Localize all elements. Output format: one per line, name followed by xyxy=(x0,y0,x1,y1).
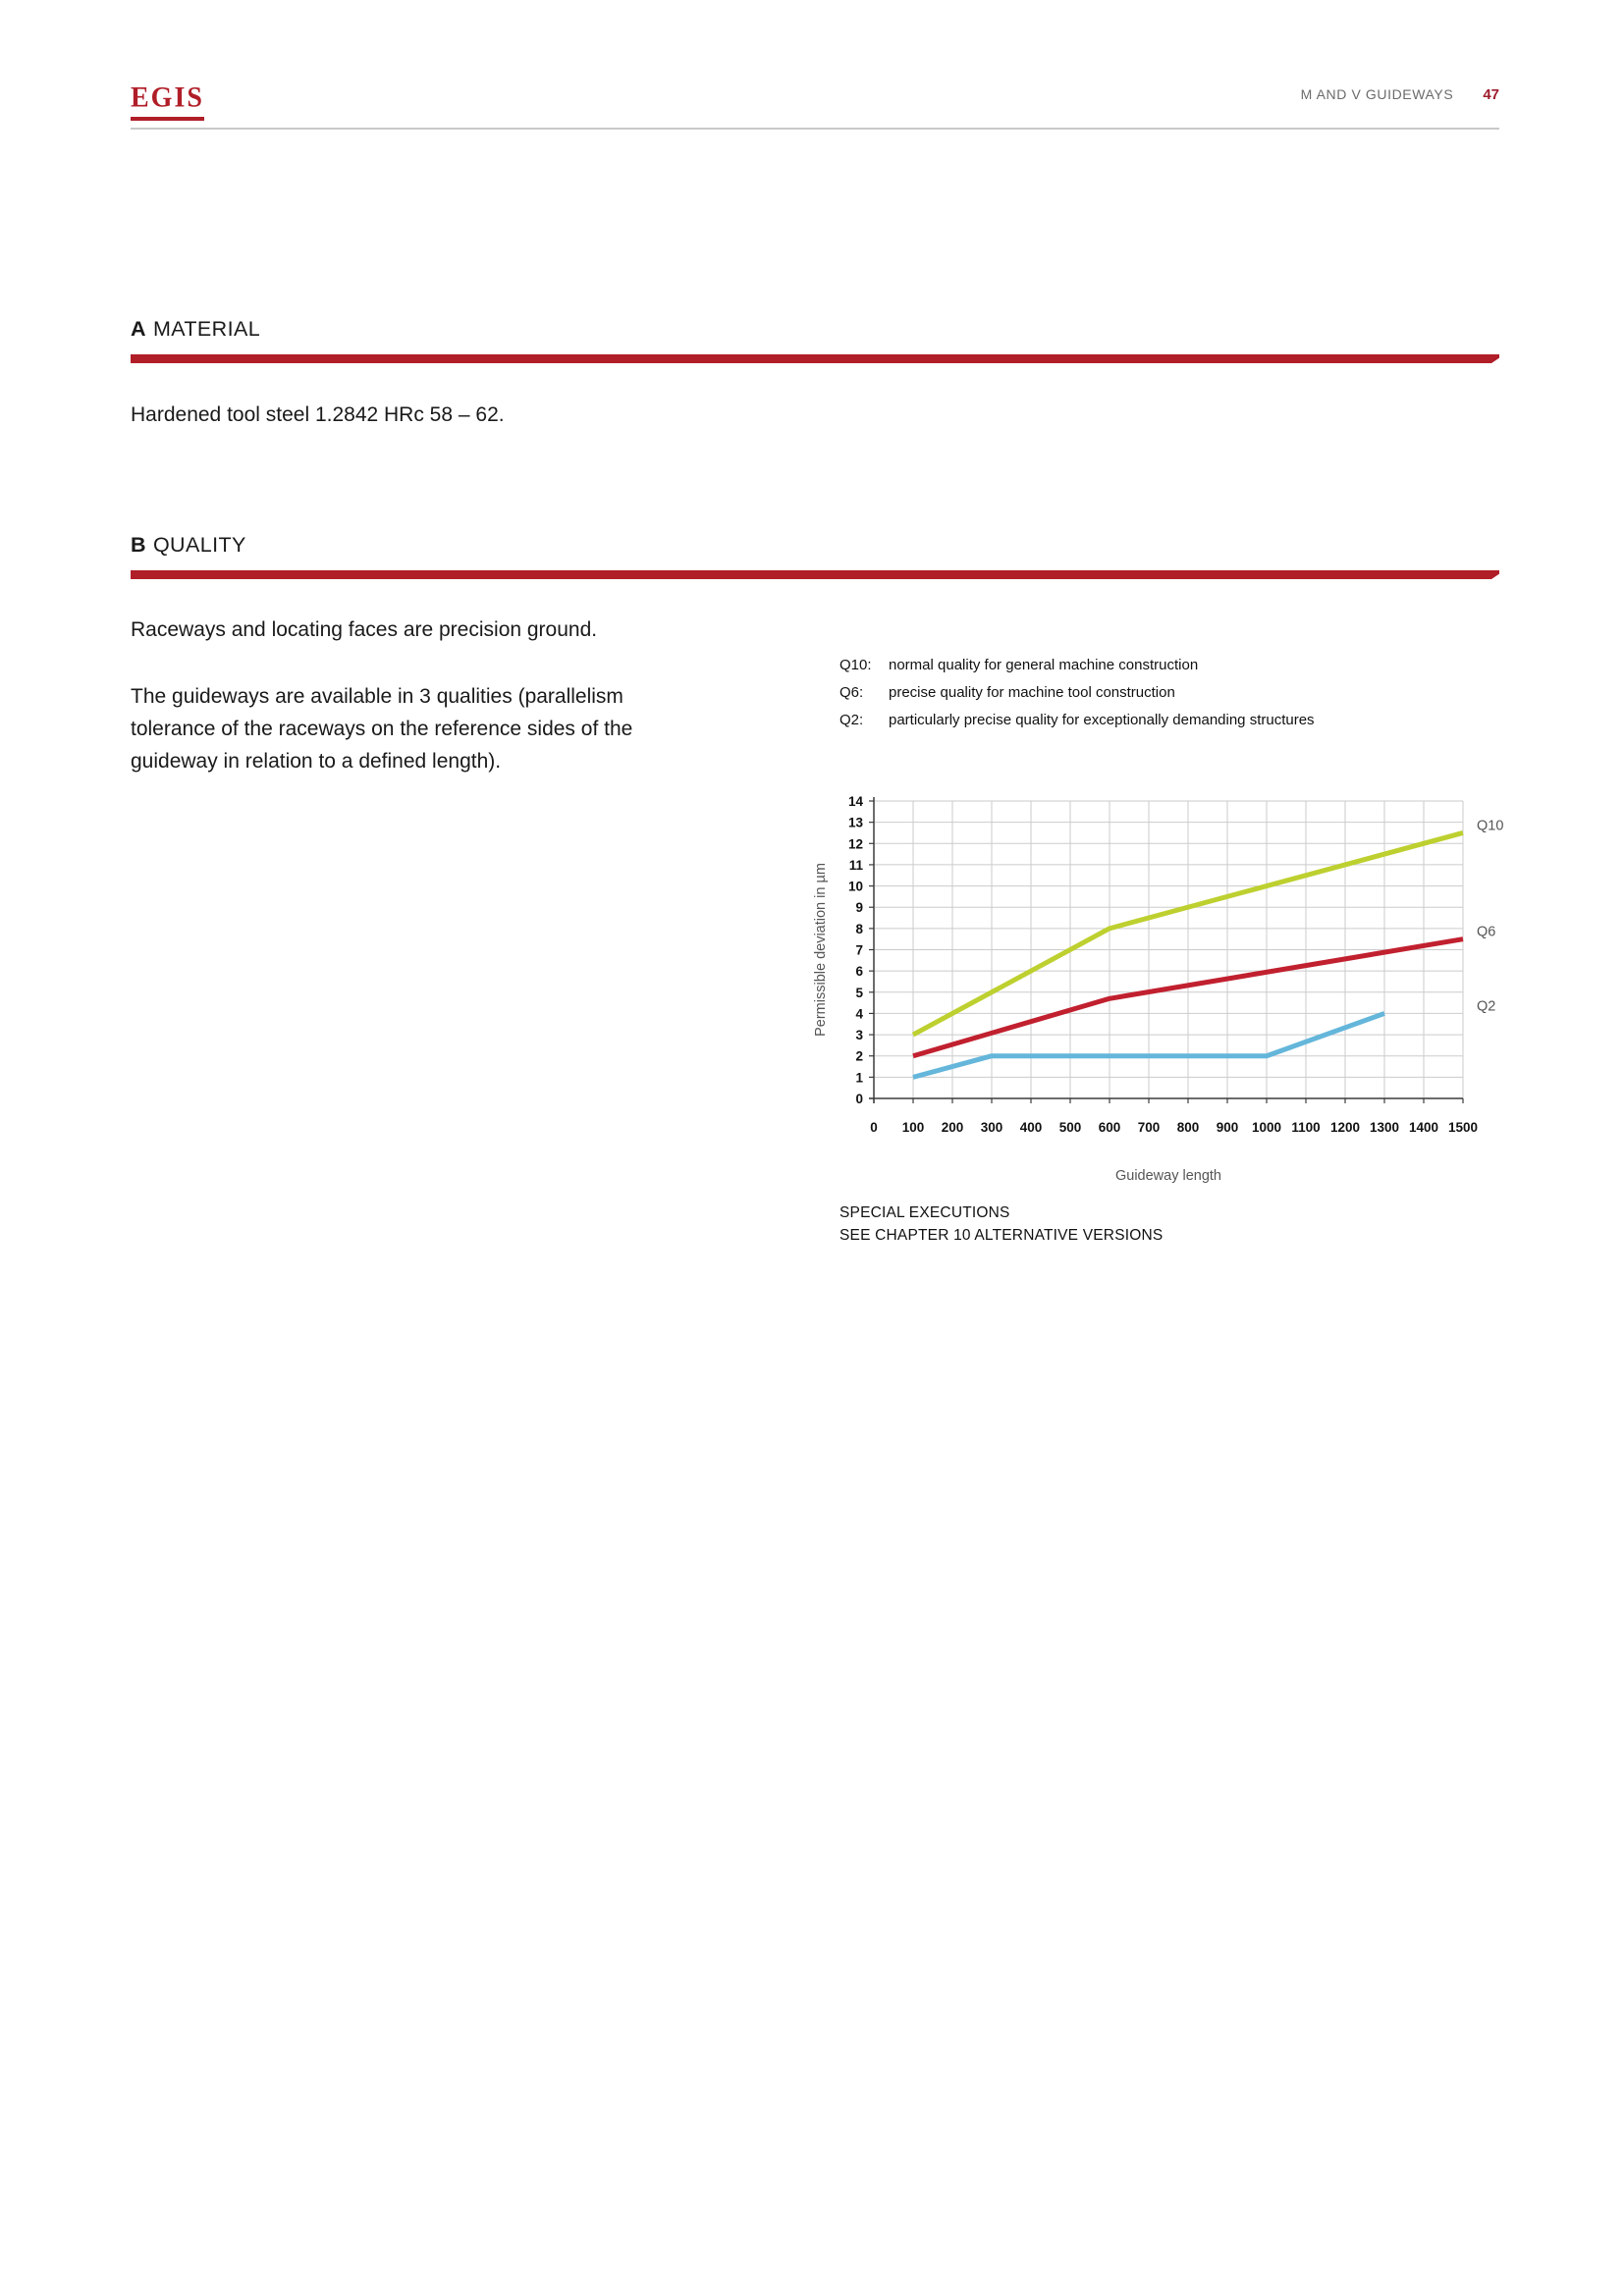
legend-q6-label: Q6: xyxy=(839,684,864,701)
x-tick-label: 1500 xyxy=(1447,1120,1479,1135)
x-tick-label: 900 xyxy=(1216,1120,1239,1135)
special-executions-caption xyxy=(839,1201,1163,1247)
legend-q2-text: particularly precise quality for exceptionally demanding structures xyxy=(889,712,1315,728)
x-tick-label: 1200 xyxy=(1329,1120,1361,1135)
legend-q2-label: Q2: xyxy=(839,712,864,728)
quality-deviation-chart xyxy=(811,793,1504,1190)
legend-row-q6 xyxy=(839,679,1315,707)
y-tick-label: 9 xyxy=(855,900,863,916)
egis-logo-text: EGIS xyxy=(131,81,204,114)
material-body-text: Hardened tool steel 1.2842 HRc 58 – 62. xyxy=(131,403,505,426)
y-tick-label: 10 xyxy=(847,879,863,894)
y-tick-label: 8 xyxy=(855,921,863,936)
x-axis-title: Guideway length xyxy=(1114,1168,1222,1184)
y-tick-label: 4 xyxy=(855,1006,863,1022)
y-tick-label: 13 xyxy=(847,815,863,830)
x-tick-label: 600 xyxy=(1098,1120,1121,1135)
section-b-title: QUALITY xyxy=(152,533,246,557)
x-tick-label: 300 xyxy=(980,1120,1003,1135)
y-tick-label: 14 xyxy=(847,794,863,809)
qualities-body-text xyxy=(131,680,779,777)
legend-row-q2 xyxy=(839,707,1315,734)
y-tick-label: 1 xyxy=(855,1070,863,1086)
page-number: 47 xyxy=(1483,86,1499,103)
y-tick-label: 7 xyxy=(855,942,863,958)
header-divider xyxy=(131,128,1499,130)
y-tick-label: 0 xyxy=(855,1092,863,1106)
y-tick-label: 12 xyxy=(847,836,863,852)
x-tick-label: 1400 xyxy=(1408,1120,1439,1135)
legend-q6-text: precise quality for machine tool construction xyxy=(889,684,1175,701)
x-tick-label: 400 xyxy=(1019,1120,1043,1135)
section-a-letter: A xyxy=(131,317,146,341)
y-axis-title: Permissible deviation in µm xyxy=(813,863,829,1037)
legend-q10-label: Q10: xyxy=(839,657,872,673)
x-tick-label: 100 xyxy=(901,1120,925,1135)
egis-logo xyxy=(131,82,204,121)
y-tick-label: 11 xyxy=(848,857,863,873)
raceways-body-text: Raceways and locating faces are precision ground. xyxy=(131,618,598,641)
header-right xyxy=(1301,86,1499,103)
series-label-q10: Q10 xyxy=(1477,818,1504,834)
x-tick-label: 200 xyxy=(941,1120,964,1135)
section-b-heading xyxy=(131,533,246,558)
legend-q10-text: normal quality for general machine construction xyxy=(889,657,1199,673)
x-tick-label: 1300 xyxy=(1369,1120,1400,1135)
legend-row-q10 xyxy=(839,652,1315,679)
x-tick-label: 700 xyxy=(1137,1120,1161,1135)
quality-chart-container xyxy=(811,793,1504,1190)
caption-line-1: SPECIAL EXECUTIONS xyxy=(839,1204,1010,1221)
x-tick-label: 500 xyxy=(1058,1120,1082,1135)
qualities-line-1: The guideways are available in 3 qualities (parallelism xyxy=(131,685,623,708)
x-tick-label: 1000 xyxy=(1251,1120,1282,1135)
y-tick-label: 5 xyxy=(855,985,863,1000)
x-tick-label: 800 xyxy=(1176,1120,1200,1135)
series-label-q6: Q6 xyxy=(1477,924,1496,940)
quality-legend xyxy=(839,652,1315,734)
qualities-line-3: guideway in relation to a defined length). xyxy=(131,750,502,773)
section-b-letter: B xyxy=(131,533,146,557)
x-tick-label: 0 xyxy=(870,1120,878,1135)
series-label-q2: Q2 xyxy=(1477,998,1496,1015)
y-tick-label: 6 xyxy=(855,964,863,980)
x-tick-label: 1100 xyxy=(1291,1120,1321,1135)
section-b-rule-bar xyxy=(131,570,1499,579)
section-a-rule-bar xyxy=(131,354,1499,363)
running-header-title: M AND V GUIDEWAYS xyxy=(1300,86,1454,102)
section-a-heading xyxy=(131,317,260,342)
caption-line-2: SEE CHAPTER 10 ALTERNATIVE VERSIONS xyxy=(839,1227,1164,1244)
y-tick-label: 2 xyxy=(855,1048,863,1064)
section-a-title: MATERIAL xyxy=(152,317,261,341)
qualities-line-2: tolerance of the raceways on the reference sides of the xyxy=(131,718,633,740)
y-tick-label: 3 xyxy=(855,1028,863,1043)
